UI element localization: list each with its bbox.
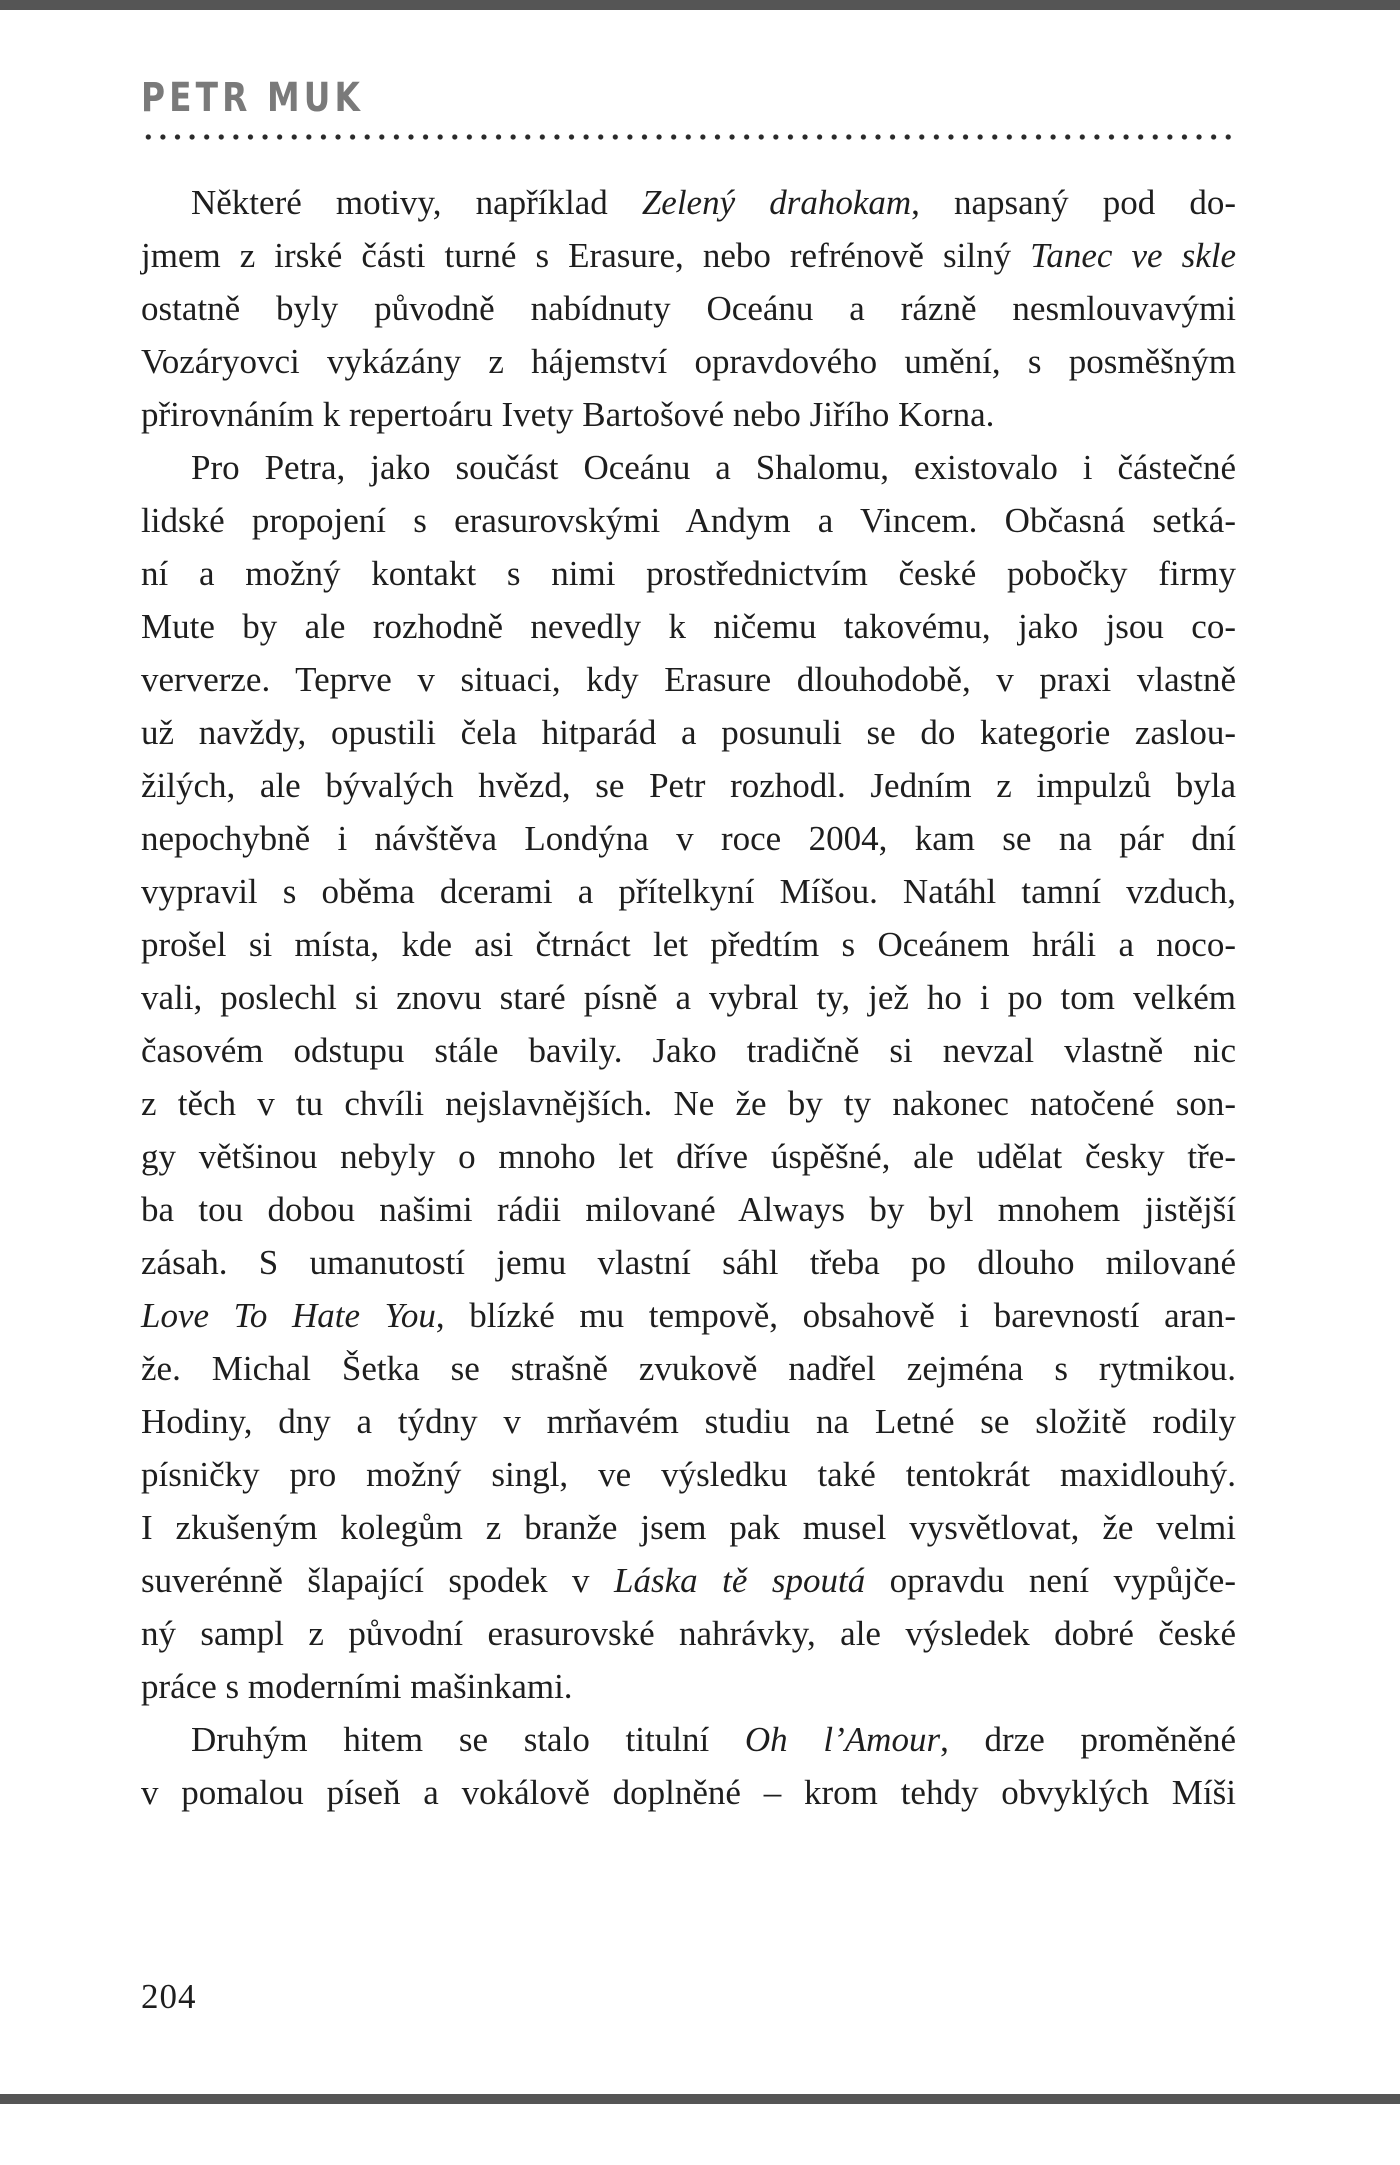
text-line bbox=[141, 335, 1236, 388]
text-run: časovém odstupu stále bavily. Jako tradičně si nevzal vlastně nic bbox=[141, 1031, 1236, 1070]
text-line bbox=[141, 1342, 1236, 1395]
text-run: suverénně šlapající spodek v bbox=[141, 1561, 615, 1600]
text-run: nepochybně i návštěva Londýna v roce 2004, kam se na pár dní bbox=[141, 819, 1236, 858]
text-line bbox=[141, 1395, 1236, 1448]
text-line bbox=[141, 1077, 1236, 1130]
text-run: vali, poslechl si znovu staré písně a vybral ty, jež ho i po tom velkém bbox=[141, 978, 1236, 1017]
text-run: Vozáryovci vykázány z hájemství opravdového umění, s posměšným bbox=[141, 342, 1236, 381]
text-run: gy většinou nebyly o mnoho let dříve úspěšné, ale udělat česky tře- bbox=[141, 1137, 1236, 1176]
text-run: , drze proměněné bbox=[940, 1720, 1236, 1759]
text-line bbox=[141, 1766, 1236, 1819]
italic-title: Oh l’Amour bbox=[744, 1720, 941, 1759]
text-line bbox=[141, 706, 1236, 759]
italic-title: Zelený drahokam bbox=[641, 183, 912, 222]
text-run: práce s moderními mašinkami. bbox=[141, 1667, 573, 1706]
text-run: v pomalou píseň a vokálově doplněné – krom tehdy obvyklých Míši bbox=[141, 1773, 1236, 1812]
text-line bbox=[141, 918, 1236, 971]
text-run: lidské propojení s erasurovskými Andym a Vincem. Občasná setká- bbox=[141, 501, 1236, 540]
italic-title: Tanec ve skle bbox=[1030, 236, 1236, 275]
text-run: písničky pro možný singl, ve výsledku také tentokrát maxidlouhý. bbox=[141, 1455, 1236, 1494]
page-number: 204 bbox=[141, 1977, 197, 2016]
text-run: ba tou dobou našimi rádii milované Always by byl mnohem jistější bbox=[141, 1190, 1236, 1229]
text-line bbox=[141, 1183, 1236, 1236]
text-line bbox=[141, 1607, 1236, 1660]
text-run: žilých, ale bývalých hvězd, se Petr rozhodl. Jedním z impulzů byla bbox=[141, 766, 1236, 805]
text-line bbox=[141, 1289, 1236, 1342]
text-run: že. Michal Šetka se strašně zvukově nadřel zejména s rytmikou. bbox=[141, 1349, 1236, 1388]
text-run: ververze. Teprve v situaci, kdy Erasure dlouhodobě, v praxi vlastně bbox=[141, 660, 1236, 699]
text-line bbox=[141, 1448, 1236, 1501]
text-line bbox=[141, 759, 1236, 812]
text-run: ní a možný kontakt s nimi prostřednictvím české pobočky firmy bbox=[141, 554, 1236, 593]
italic-title: Love To Hate You bbox=[141, 1296, 436, 1335]
body-text bbox=[141, 176, 1236, 1819]
text-line bbox=[141, 1130, 1236, 1183]
bottom-edge bbox=[0, 2094, 1400, 2104]
text-line bbox=[141, 494, 1236, 547]
text-run: I zkušeným kolegům z branže jsem pak musel vysvětlovat, že velmi bbox=[141, 1508, 1236, 1547]
paragraph bbox=[141, 441, 1236, 1713]
text-line bbox=[141, 1660, 1236, 1713]
text-line bbox=[141, 865, 1236, 918]
text-run: Mute by ale rozhodně nevedly k ničemu takovému, jako jsou co- bbox=[141, 607, 1236, 646]
text-run: Druhým hitem se stalo titulní bbox=[191, 1720, 745, 1759]
text-line bbox=[141, 388, 1236, 441]
text-run: , blízké mu tempově, obsahově i barevností aran- bbox=[435, 1296, 1236, 1335]
text-line bbox=[141, 1554, 1236, 1607]
text-line bbox=[141, 1501, 1236, 1554]
text-run: přirovnáním k repertoáru Ivety Bartošové nebo Jiřího Korna. bbox=[141, 395, 995, 434]
text-run: Hodiny, dny a týdny v mrňavém studiu na Letné se složitě rodily bbox=[141, 1402, 1236, 1441]
text-run: Pro Petra, jako součást Oceánu a Shalomu, existovalo i částečné bbox=[191, 448, 1236, 487]
text-line bbox=[141, 653, 1236, 706]
running-head: PETR MUK bbox=[141, 75, 364, 121]
text-line bbox=[141, 229, 1236, 282]
text-line bbox=[141, 282, 1236, 335]
text-run: opravdu není vypůjče- bbox=[865, 1561, 1237, 1600]
text-line bbox=[141, 971, 1236, 1024]
text-line bbox=[141, 441, 1236, 494]
text-run: z těch v tu chvíli nejslavnějších. Ne že by ty nakonec natočené son- bbox=[141, 1084, 1236, 1123]
text-run: ný sampl z původní erasurovské nahrávky, ale výsledek dobré české bbox=[141, 1614, 1236, 1653]
paragraph bbox=[141, 176, 1236, 441]
text-line bbox=[141, 176, 1236, 229]
text-line bbox=[141, 547, 1236, 600]
text-line bbox=[141, 600, 1236, 653]
text-line bbox=[141, 1024, 1236, 1077]
text-line bbox=[141, 1713, 1236, 1766]
italic-title: Láska tě spoutá bbox=[614, 1561, 866, 1600]
text-run: jmem z irské části turné s Erasure, nebo refrénově silný bbox=[141, 236, 1031, 275]
paragraph bbox=[141, 1713, 1236, 1819]
text-run: zásah. S umanutostí jemu vlastní sáhl třeba po dlouho milované bbox=[141, 1243, 1236, 1282]
text-run: ostatně byly původně nabídnuty Oceánu a rázně nesmlouvavými bbox=[141, 289, 1236, 328]
text-run: vypravil s oběma dcerami a přítelkyní Míšou. Natáhl tamní vzduch, bbox=[141, 872, 1236, 911]
text-line bbox=[141, 812, 1236, 865]
text-run: , napsaný pod do- bbox=[911, 183, 1236, 222]
text-run: už navždy, opustili čela hitparád a posunuli se do kategorie zaslou- bbox=[141, 713, 1236, 752]
text-run: Některé motivy, například bbox=[191, 183, 642, 222]
text-line bbox=[141, 1236, 1236, 1289]
top-edge bbox=[0, 0, 1400, 10]
text-run: prošel si místa, kde asi čtrnáct let předtím s Oceánem hráli a noco- bbox=[141, 925, 1236, 964]
dotted-rule bbox=[141, 133, 1236, 141]
